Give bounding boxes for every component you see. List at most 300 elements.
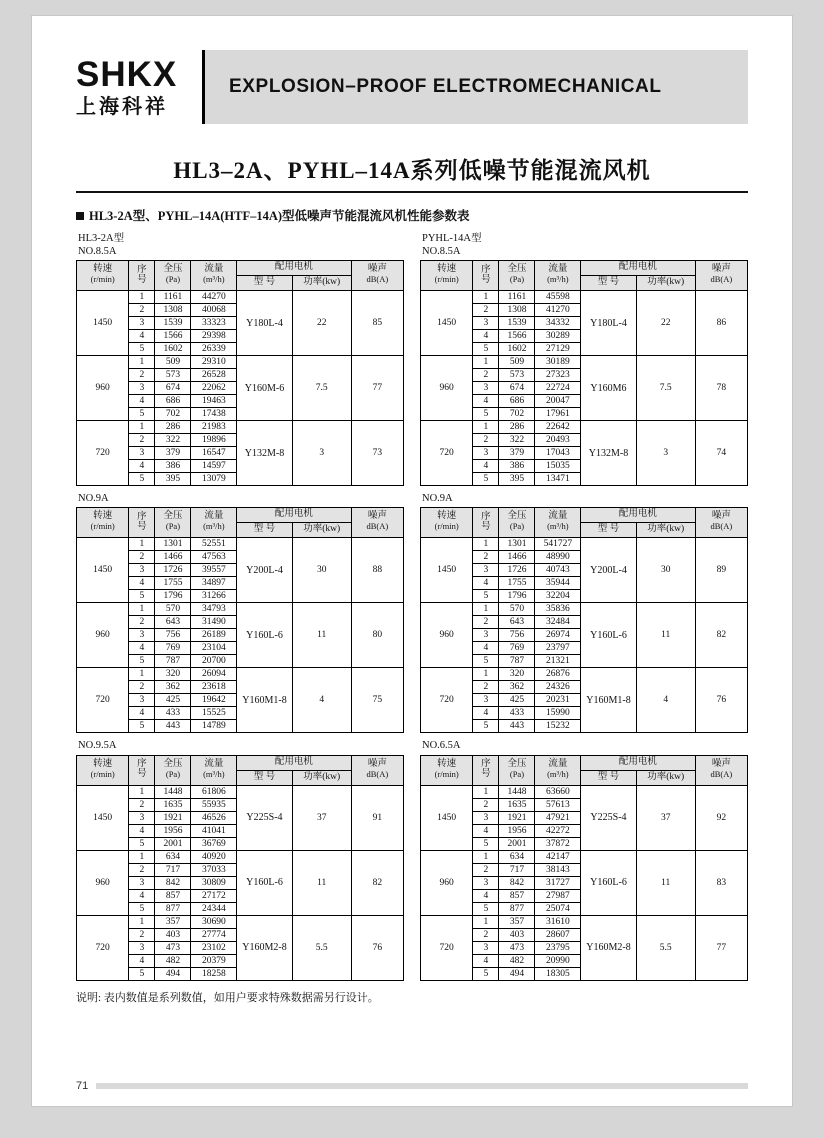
cell-speed: 1450	[77, 538, 129, 603]
cell-pressure: 756	[155, 629, 191, 642]
cell-speed: 960	[421, 356, 473, 421]
cell-index: 5	[129, 902, 155, 915]
cell-motor-power: 22	[292, 291, 351, 356]
cell-pressure: 425	[499, 694, 535, 707]
cell-flow: 27774	[191, 928, 237, 941]
cell-flow: 30189	[535, 356, 581, 369]
cell-pressure: 702	[155, 408, 191, 421]
table-row	[421, 421, 748, 434]
cell-flow: 14597	[191, 460, 237, 473]
cell-flow: 31610	[535, 915, 581, 928]
perf-table-block	[76, 230, 404, 486]
col-motor-power: 功率(kw)	[636, 770, 695, 785]
col-index: 序 号	[473, 755, 499, 785]
cell-pressure: 674	[155, 382, 191, 395]
cell-pressure: 509	[499, 356, 535, 369]
cell-index: 4	[473, 889, 499, 902]
cell-index: 4	[129, 395, 155, 408]
logo-latin-text: SHKX	[76, 55, 178, 94]
perf-table-caption	[422, 739, 748, 752]
cell-index: 3	[129, 694, 155, 707]
cell-index: 2	[129, 369, 155, 382]
cell-pressure: 509	[155, 356, 191, 369]
col-flow: 流量 (m³/h)	[535, 755, 581, 785]
table-row	[77, 291, 404, 304]
cell-noise: 91	[351, 785, 403, 850]
cell-flow: 52551	[191, 538, 237, 551]
col-pressure: 全压 (Pa)	[155, 755, 191, 785]
cell-index: 1	[473, 538, 499, 551]
cell-motor-model: Y160M-6	[237, 356, 293, 421]
cell-flow: 40743	[535, 564, 581, 577]
col-noise: 噪声 dB(A)	[351, 755, 403, 785]
caption-size: NO.9A	[78, 493, 109, 505]
cell-flow: 34793	[191, 603, 237, 616]
cell-index: 1	[129, 538, 155, 551]
cell-pressure: 386	[499, 460, 535, 473]
col-speed: 转速 (r/min)	[421, 508, 473, 538]
cell-pressure: 322	[155, 434, 191, 447]
page-number: 71	[76, 1080, 89, 1092]
cell-pressure: 756	[499, 629, 535, 642]
cell-flow: 27172	[191, 889, 237, 902]
perf-table	[76, 755, 404, 981]
cell-flow: 13471	[535, 473, 581, 486]
cell-motor-power: 11	[292, 603, 351, 668]
cell-index: 2	[129, 551, 155, 564]
cell-index: 4	[473, 824, 499, 837]
cell-pressure: 286	[155, 421, 191, 434]
cell-flow: 17961	[535, 408, 581, 421]
cell-index: 5	[473, 967, 499, 980]
cell-speed: 720	[77, 421, 129, 486]
cell-motor-model: Y160M1-8	[237, 668, 293, 733]
col-pressure: 全压 (Pa)	[155, 508, 191, 538]
col-motor: 配用电机	[237, 261, 351, 276]
cell-flow: 20493	[535, 434, 581, 447]
cell-speed: 960	[77, 356, 129, 421]
col-motor-power: 功率(kw)	[636, 276, 695, 291]
cell-flow: 35944	[535, 577, 581, 590]
cell-pressure: 877	[499, 902, 535, 915]
table-header-row	[421, 261, 748, 276]
col-flow: 流量 (m³/h)	[535, 508, 581, 538]
cell-index: 4	[129, 642, 155, 655]
cell-pressure: 386	[155, 460, 191, 473]
cell-motor-power: 11	[636, 603, 695, 668]
cell-pressure: 1566	[499, 330, 535, 343]
col-motor: 配用电机	[237, 755, 351, 770]
cell-pressure: 1466	[499, 551, 535, 564]
col-motor: 配用电机	[581, 261, 695, 276]
cell-speed: 720	[421, 915, 473, 980]
cell-index: 3	[129, 811, 155, 824]
cell-motor-model: Y160M2-8	[237, 915, 293, 980]
cell-flow: 35836	[535, 603, 581, 616]
cell-pressure: 379	[155, 447, 191, 460]
table-row	[77, 603, 404, 616]
cell-pressure: 686	[499, 395, 535, 408]
cell-pressure: 573	[499, 369, 535, 382]
cell-motor-power: 11	[292, 850, 351, 915]
cell-flow: 26528	[191, 369, 237, 382]
cell-pressure: 717	[499, 863, 535, 876]
cell-motor-power: 5.5	[636, 915, 695, 980]
cell-flow: 20990	[535, 954, 581, 967]
cell-pressure: 1796	[155, 590, 191, 603]
cell-noise: 78	[695, 356, 747, 421]
col-noise: 噪声 dB(A)	[695, 508, 747, 538]
cell-index: 2	[473, 369, 499, 382]
cell-pressure: 1448	[155, 785, 191, 798]
cell-index: 2	[129, 928, 155, 941]
cell-index: 1	[129, 356, 155, 369]
cell-flow: 22062	[191, 382, 237, 395]
title-section	[76, 152, 748, 193]
cell-flow: 26876	[535, 668, 581, 681]
cell-motor-power: 3	[292, 421, 351, 486]
cell-index: 3	[473, 564, 499, 577]
col-speed: 转速 (r/min)	[77, 508, 129, 538]
col-motor-power: 功率(kw)	[292, 523, 351, 538]
cell-index: 5	[129, 655, 155, 668]
footer-rule	[96, 1083, 748, 1089]
cell-pressure: 2001	[155, 837, 191, 850]
cell-pressure: 357	[155, 915, 191, 928]
cell-pressure: 1921	[155, 811, 191, 824]
col-motor-model: 型 号	[581, 770, 637, 785]
cell-index: 2	[129, 681, 155, 694]
company-logo	[76, 50, 205, 124]
cell-motor-power: 7.5	[292, 356, 351, 421]
footnote: 说明: 表内数值是系列数值，如用户要求特殊数据需另行设计。	[76, 991, 379, 1004]
col-speed: 转速 (r/min)	[77, 261, 129, 291]
col-motor: 配用电机	[581, 755, 695, 770]
perf-table	[76, 507, 404, 733]
col-index: 序 号	[473, 261, 499, 291]
cell-index: 4	[473, 395, 499, 408]
cell-index: 1	[473, 915, 499, 928]
cell-flow: 15035	[535, 460, 581, 473]
cell-flow: 29398	[191, 330, 237, 343]
header-banner	[205, 50, 748, 124]
cell-flow: 37872	[535, 837, 581, 850]
perf-table-block	[420, 230, 748, 486]
cell-pressure: 1726	[155, 564, 191, 577]
cell-pressure: 320	[499, 668, 535, 681]
cell-index: 4	[473, 330, 499, 343]
cell-flow: 32484	[535, 616, 581, 629]
cell-flow: 26094	[191, 668, 237, 681]
cell-flow: 32204	[535, 590, 581, 603]
cell-index: 5	[473, 837, 499, 850]
cell-flow: 16547	[191, 447, 237, 460]
cell-index: 4	[129, 577, 155, 590]
cell-index: 4	[473, 707, 499, 720]
cell-pressure: 686	[155, 395, 191, 408]
cell-pressure: 482	[499, 954, 535, 967]
table-header-row	[77, 508, 404, 523]
table-row	[421, 538, 748, 551]
cell-pressure: 1755	[499, 577, 535, 590]
cell-index: 1	[473, 421, 499, 434]
cell-index: 4	[129, 889, 155, 902]
col-index: 序 号	[129, 508, 155, 538]
table-row	[77, 538, 404, 551]
cell-noise: 77	[351, 356, 403, 421]
cell-index: 1	[473, 603, 499, 616]
cell-pressure: 395	[155, 473, 191, 486]
cell-motor-power: 30	[636, 538, 695, 603]
caption-size: NO.8.5A	[78, 246, 117, 258]
col-motor-power: 功率(kw)	[292, 770, 351, 785]
cell-pressure: 362	[499, 681, 535, 694]
cell-pressure: 877	[155, 902, 191, 915]
cell-motor-power: 3	[636, 421, 695, 486]
cell-flow: 40920	[191, 850, 237, 863]
cell-flow: 39557	[191, 564, 237, 577]
cell-pressure: 643	[155, 616, 191, 629]
perf-table-caption	[78, 232, 404, 258]
cell-pressure: 473	[499, 941, 535, 954]
cell-flow: 36769	[191, 837, 237, 850]
cell-pressure: 1308	[499, 304, 535, 317]
cell-flow: 23795	[535, 941, 581, 954]
perf-table-block	[420, 737, 748, 980]
cell-flow: 34332	[535, 317, 581, 330]
cell-speed: 1450	[421, 291, 473, 356]
cell-index: 3	[129, 629, 155, 642]
cell-index: 4	[129, 330, 155, 343]
cell-index: 2	[129, 798, 155, 811]
cell-motor-model: Y160M1-8	[581, 668, 637, 733]
cell-index: 5	[129, 837, 155, 850]
cell-noise: 73	[351, 421, 403, 486]
col-pressure: 全压 (Pa)	[499, 261, 535, 291]
cell-index: 3	[129, 876, 155, 889]
cell-index: 3	[129, 564, 155, 577]
table-row	[77, 915, 404, 928]
cell-speed: 720	[421, 668, 473, 733]
table-row	[77, 356, 404, 369]
cell-pressure: 1755	[155, 577, 191, 590]
cell-flow: 27129	[535, 343, 581, 356]
cell-index: 2	[473, 928, 499, 941]
col-motor-model: 型 号	[237, 276, 293, 291]
cell-index: 5	[473, 720, 499, 733]
cell-flow: 45598	[535, 291, 581, 304]
cell-motor-model: Y160M2-8	[581, 915, 637, 980]
table-row	[421, 291, 748, 304]
table-row	[77, 668, 404, 681]
col-motor-model: 型 号	[581, 276, 637, 291]
cell-flow: 28607	[535, 928, 581, 941]
caption-size: NO.6.5A	[422, 740, 461, 752]
cell-flow: 63660	[535, 785, 581, 798]
cell-pressure: 286	[499, 421, 535, 434]
cell-pressure: 1956	[499, 824, 535, 837]
cell-motor-power: 5.5	[292, 915, 351, 980]
cell-flow: 37033	[191, 863, 237, 876]
cell-flow: 20379	[191, 954, 237, 967]
cell-index: 3	[473, 382, 499, 395]
cell-index: 3	[473, 694, 499, 707]
cell-flow: 23618	[191, 681, 237, 694]
cell-index: 2	[473, 798, 499, 811]
cell-index: 2	[129, 616, 155, 629]
cell-pressure: 443	[499, 720, 535, 733]
cell-pressure: 842	[155, 876, 191, 889]
table-header-row	[421, 755, 748, 770]
caption-size: NO.8.5A	[422, 246, 461, 258]
cell-pressure: 1161	[499, 291, 535, 304]
cell-noise: 86	[695, 291, 747, 356]
document-page	[32, 16, 792, 1106]
table-header-row	[77, 755, 404, 770]
cell-flow: 47921	[535, 811, 581, 824]
cell-flow: 61806	[191, 785, 237, 798]
cell-flow: 47563	[191, 551, 237, 564]
logo-chinese-text: 上海科祥	[76, 96, 168, 118]
cell-pressure: 1161	[155, 291, 191, 304]
cell-index: 2	[473, 434, 499, 447]
cell-flow: 41270	[535, 304, 581, 317]
cell-index: 3	[473, 629, 499, 642]
cell-index: 2	[473, 551, 499, 564]
cell-index: 4	[473, 954, 499, 967]
cell-pressure: 494	[499, 967, 535, 980]
cell-index: 5	[473, 655, 499, 668]
col-flow: 流量 (m³/h)	[535, 261, 581, 291]
col-flow: 流量 (m³/h)	[191, 755, 237, 785]
cell-index: 1	[129, 785, 155, 798]
col-noise: 噪声 dB(A)	[695, 755, 747, 785]
cell-pressure: 320	[155, 668, 191, 681]
cell-index: 2	[473, 863, 499, 876]
cell-flow: 23104	[191, 642, 237, 655]
cell-index: 4	[129, 460, 155, 473]
cell-flow: 30690	[191, 915, 237, 928]
cell-index: 1	[473, 785, 499, 798]
cell-index: 2	[473, 304, 499, 317]
cell-noise: 89	[695, 538, 747, 603]
cell-flow: 42147	[535, 850, 581, 863]
table-row	[421, 603, 748, 616]
cell-pressure: 482	[155, 954, 191, 967]
cell-flow: 34897	[191, 577, 237, 590]
perf-table	[76, 260, 404, 486]
cell-flow: 46526	[191, 811, 237, 824]
cell-speed: 960	[77, 603, 129, 668]
cell-flow: 26339	[191, 343, 237, 356]
cell-flow: 27323	[535, 369, 581, 382]
cell-motor-power: 4	[636, 668, 695, 733]
col-motor-model: 型 号	[581, 523, 637, 538]
table-row	[421, 356, 748, 369]
cell-speed: 1450	[421, 538, 473, 603]
cell-pressure: 1635	[155, 798, 191, 811]
cell-speed: 720	[77, 668, 129, 733]
cell-flow: 31490	[191, 616, 237, 629]
cell-pressure: 702	[499, 408, 535, 421]
cell-pressure: 395	[499, 473, 535, 486]
cell-index: 4	[129, 707, 155, 720]
cell-noise: 92	[695, 785, 747, 850]
cell-motor-model: Y200L-4	[581, 538, 637, 603]
perf-table-caption	[422, 232, 748, 258]
cell-pressure: 494	[155, 967, 191, 980]
cell-motor-power: 37	[636, 785, 695, 850]
cell-flow: 14789	[191, 720, 237, 733]
col-index: 序 号	[129, 261, 155, 291]
col-pressure: 全压 (Pa)	[499, 508, 535, 538]
cell-flow: 23797	[535, 642, 581, 655]
cell-pressure: 433	[499, 707, 535, 720]
cell-flow: 17043	[535, 447, 581, 460]
cell-flow: 19896	[191, 434, 237, 447]
cell-noise: 82	[351, 850, 403, 915]
col-pressure: 全压 (Pa)	[499, 755, 535, 785]
col-noise: 噪声 dB(A)	[351, 261, 403, 291]
cell-pressure: 643	[499, 616, 535, 629]
cell-pressure: 425	[155, 694, 191, 707]
cell-motor-power: 4	[292, 668, 351, 733]
cell-noise: 75	[351, 668, 403, 733]
cell-motor-model: Y160L-6	[237, 603, 293, 668]
cell-flow: 29310	[191, 356, 237, 369]
cell-flow: 20700	[191, 655, 237, 668]
cell-speed: 720	[77, 915, 129, 980]
header-banner-text: EXPLOSION–PROOF ELECTROMECHANICAL	[229, 76, 662, 97]
cell-index: 3	[129, 941, 155, 954]
col-motor-power: 功率(kw)	[636, 523, 695, 538]
cell-motor-model: Y180L-4	[237, 291, 293, 356]
cell-flow: 17438	[191, 408, 237, 421]
cell-index: 2	[473, 616, 499, 629]
cell-flow: 26189	[191, 629, 237, 642]
cell-pressure: 857	[499, 889, 535, 902]
cell-pressure: 357	[499, 915, 535, 928]
cell-motor-model: Y225S-4	[237, 785, 293, 850]
perf-table	[420, 507, 748, 733]
cell-motor-power: 37	[292, 785, 351, 850]
cell-index: 5	[473, 902, 499, 915]
cell-flow: 541727	[535, 538, 581, 551]
page-header	[32, 50, 792, 124]
cell-flow: 19642	[191, 694, 237, 707]
cell-index: 5	[129, 473, 155, 486]
cell-speed: 960	[421, 603, 473, 668]
cell-flow: 48990	[535, 551, 581, 564]
cell-index: 4	[129, 954, 155, 967]
section-subtitle-text: HL3-2A型、PYHL–14A(HTF–14A)型低噪声节能混流风机性能参数表	[89, 209, 470, 223]
cell-speed: 960	[77, 850, 129, 915]
cell-index: 3	[473, 811, 499, 824]
cell-flow: 21983	[191, 421, 237, 434]
cell-speed: 960	[421, 850, 473, 915]
cell-index: 1	[129, 291, 155, 304]
cell-pressure: 443	[155, 720, 191, 733]
cell-flow: 42272	[535, 824, 581, 837]
cell-flow: 31266	[191, 590, 237, 603]
cell-noise: 83	[695, 850, 747, 915]
col-pressure: 全压 (Pa)	[155, 261, 191, 291]
perf-table-caption	[78, 492, 404, 505]
cell-pressure: 1796	[499, 590, 535, 603]
cell-pressure: 634	[499, 850, 535, 863]
col-flow: 流量 (m³/h)	[191, 261, 237, 291]
cell-noise: 77	[695, 915, 747, 980]
